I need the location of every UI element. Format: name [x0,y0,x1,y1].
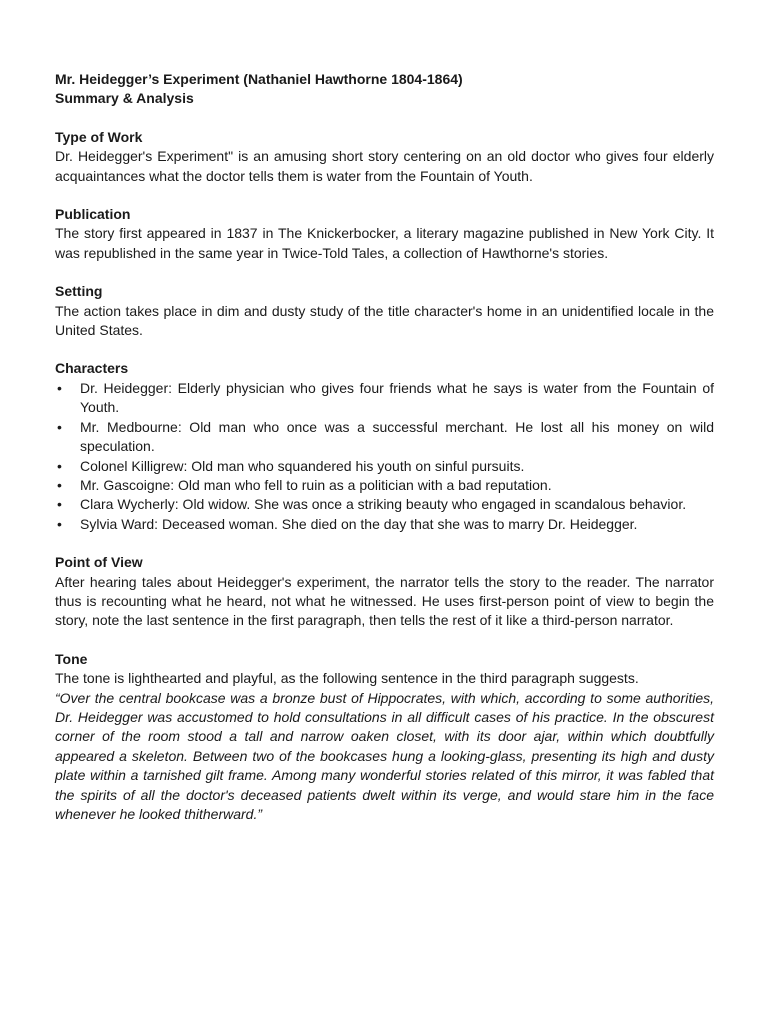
bullet-icon: • [57,515,62,532]
bullet-icon: • [57,496,62,513]
section-text: After hearing tales about Heidegger's experiment, the narrator tells the story to the reader. The narrator thus is recounting what he heard, not what he witnessed. He uses first-person point of view to begin the story, note the last sentence in the first paragraph, then tells the rest of it like a third-person narrator. [55,573,714,629]
list-item [55,515,714,534]
list-item-text: Colonel Killigrew: Old man who squandered his youth on sinful pursuits. [80,457,525,474]
document-subtitle: Summary & Analysis [55,90,194,107]
section-text: The story first appeared in 1837 in The Knickerbocker, a literary magazine published in New York City. It was republished in the same year in Twice-Told Tales, a collection of Hawthorne's stories. [55,225,714,261]
section-heading: Point of View [55,554,143,571]
section-text: The action takes place in dim and dusty study of the title character's home in an unidentified locale in the United States. [55,302,714,339]
section-heading: Setting [55,283,103,300]
section-heading: Characters [55,360,129,377]
section-heading: Tone [55,650,88,667]
list-item-text: Mr. Medbourne: Old man who once was a successful merchant. He lost all his money on wild speculation. [80,418,714,455]
list-item [55,495,714,514]
list-item [55,457,714,476]
list-item-text: Clara Wycherly: Old widow. She was once a striking beauty who engaged in scandalous behavior. [80,496,687,513]
bullet-icon: • [57,418,62,435]
section-characters [55,359,714,534]
bullet-icon: • [57,476,62,493]
character-list [55,379,714,534]
quoted-passage: “Over the central bookcase was a bronze bust of Hippocrates, with which, according to some authorities, Dr. Heidegger was accustomed to hold consultations in all difficult cases of his practice. In the obscurest corner of the room stood a tall and narrow oaken closet, with its door ajar, within which doubtfully appeared a skeleton. Between two of the bookcases hung a looking-glass, presenting its high and dusty plate within a tarnished gilt frame. Among many wonderful stories related of this mirror, it was fabled that the spirits of all the doctor's deceased patients dwelt within its verge, and would stare him in the face whenever he looked thitherward.” [55,689,714,822]
list-item [55,418,714,457]
section-text: The tone is lighthearted and playful, as the following sentence in the third paragraph suggests. [55,670,639,687]
section-heading: Publication [55,206,131,223]
section-tone [55,650,714,825]
bullet-icon: • [57,457,62,474]
section-heading: Type of Work [55,128,143,145]
list-item-text: Mr. Gascoigne: Old man who fell to ruin as a politician with a bad reputation. [80,476,552,493]
bullet-icon: • [57,379,62,396]
section-text: Dr. Heidegger's Experiment" is an amusing short story centering on an old doctor who gives four elderly acquaintances what the doctor tells them is water from the Fountain of Youth. [55,148,714,184]
section-type-of-work [55,128,714,186]
section-publication [55,205,714,263]
list-item-text: Dr. Heidegger: Elderly physician who gives four friends what he says is water from the Fountain of Youth. [80,379,714,416]
document-header [55,70,714,109]
list-item-text: Sylvia Ward: Deceased woman. She died on the day that she was to marry Dr. Heidegger. [80,515,638,532]
document-title: Mr. Heidegger’s Experiment (Nathaniel Hawthorne 1804-1864) [55,71,463,87]
list-item [55,476,714,495]
section-point-of-view [55,553,714,631]
section-setting [55,282,714,340]
list-item [55,379,714,418]
